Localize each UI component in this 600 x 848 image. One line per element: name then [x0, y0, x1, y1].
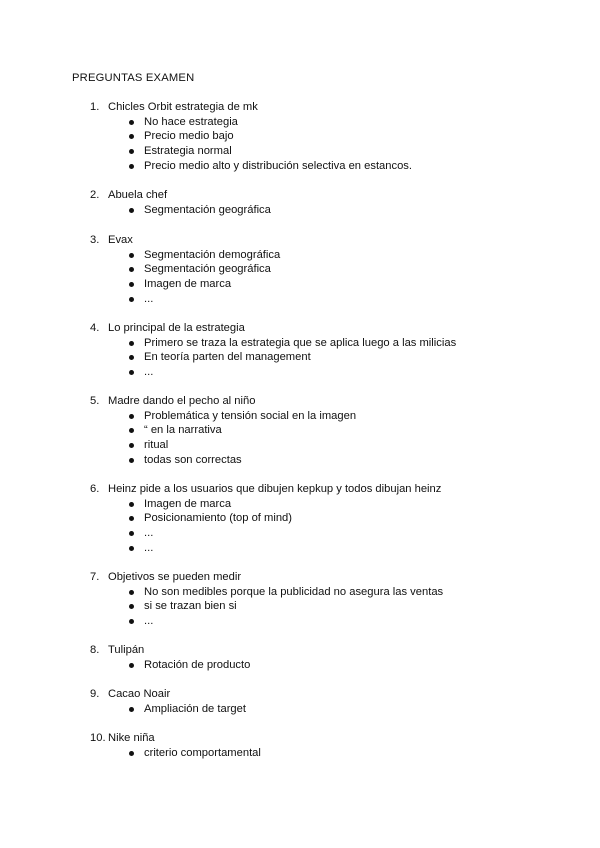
- question-4: [90, 321, 570, 380]
- list-item: [90, 585, 570, 600]
- list-item: [90, 599, 570, 614]
- bullet-icon: [129, 164, 134, 169]
- bullet-icon: [129, 414, 134, 419]
- bullet-icon: [129, 370, 134, 375]
- answer-text: ...: [144, 366, 154, 379]
- bullet-icon: [129, 297, 134, 302]
- bullet-icon: [129, 208, 134, 213]
- bullet-icon: [129, 282, 134, 287]
- question-text: Lo principal de la estrategia: [108, 322, 245, 334]
- question-number: 10.: [90, 732, 106, 744]
- answer-text: ...: [144, 541, 154, 554]
- answer-text: Rotación de producto: [144, 658, 251, 671]
- list-item: [90, 262, 570, 277]
- answer-text: criterio comportamental: [144, 746, 261, 759]
- answer-text: si se trazan bien si: [144, 600, 237, 613]
- list-item: [90, 336, 570, 351]
- list-item: [90, 277, 570, 292]
- question-number: 4.: [90, 322, 100, 334]
- list-item: [90, 526, 570, 541]
- question-number: 6.: [90, 483, 100, 495]
- question-text: Cacao Noair: [108, 688, 171, 700]
- question-number: 8.: [90, 644, 100, 656]
- question-3: [90, 233, 570, 306]
- bullet-icon: [129, 502, 134, 507]
- list-item: [90, 203, 570, 218]
- question-text: Abuela chef: [108, 189, 168, 201]
- question-text: Chicles Orbit estrategia de mk: [108, 101, 258, 113]
- bullet-icon: [129, 619, 134, 624]
- answer-text: Imagen de marca: [144, 278, 232, 291]
- question-6: [90, 482, 570, 555]
- question-number: 9.: [90, 688, 100, 700]
- answer-text: Segmentación geográfica: [144, 203, 271, 216]
- answer-text: Ampliación de target: [144, 702, 246, 715]
- question-text: Nike niña: [108, 732, 155, 744]
- list-item: [90, 115, 570, 130]
- question-number: 2.: [90, 189, 100, 201]
- answer-text: Primero se traza la estrategia que se aplica luego a las milicias: [144, 336, 457, 349]
- question-10: [90, 731, 570, 760]
- answer-text: Estrategia normal: [144, 145, 232, 158]
- answer-text: Segmentación geográfica: [144, 263, 271, 276]
- answer-text: Problemática y tensión social en la imagen: [144, 409, 357, 422]
- question-1: [90, 100, 570, 173]
- answer-text: ...: [144, 615, 154, 628]
- list-item: [90, 365, 570, 380]
- bullet-icon: [129, 604, 134, 609]
- list-item: [90, 702, 570, 717]
- bullet-icon: [129, 590, 134, 595]
- answer-text: Precio medio alto y distribución selectiva en estancos.: [144, 159, 413, 172]
- question-7: [90, 570, 570, 629]
- answer-text: ...: [144, 292, 154, 305]
- question-number: 7.: [90, 571, 100, 583]
- list-item: [90, 453, 570, 468]
- answer-text: Precio medio bajo: [144, 130, 234, 143]
- answer-text: En teoría parten del management: [144, 351, 311, 364]
- list-item: [90, 144, 570, 159]
- question-5: [90, 394, 570, 467]
- list-item: [90, 423, 570, 438]
- question-number: 5.: [90, 395, 100, 407]
- list-item: [90, 129, 570, 144]
- list-item: [90, 541, 570, 556]
- list-item: [90, 159, 570, 174]
- bullet-icon: [129, 707, 134, 712]
- bullet-icon: [129, 751, 134, 756]
- answer-text: “ en la narrativa: [144, 424, 222, 437]
- bullet-icon: [129, 134, 134, 139]
- question-text: Tulipán: [108, 644, 145, 656]
- question-text: Objetivos se pueden medir: [108, 571, 242, 583]
- list-item: [90, 658, 570, 673]
- question-number: 1.: [90, 101, 100, 113]
- list-item: [90, 350, 570, 365]
- bullet-icon: [129, 516, 134, 521]
- bullet-icon: [129, 267, 134, 272]
- answer-text: Imagen de marca: [144, 497, 232, 510]
- bullet-icon: [129, 458, 134, 463]
- list-item: [90, 746, 570, 761]
- bullet-icon: [129, 120, 134, 125]
- answer-text: No son medibles porque la publicidad no asegura las ventas: [144, 585, 444, 598]
- list-item: [90, 511, 570, 526]
- bullet-icon: [129, 443, 134, 448]
- question-text: Evax: [108, 234, 133, 246]
- page-title: PREGUNTAS EXAMEN: [72, 72, 195, 84]
- bullet-icon: [129, 546, 134, 551]
- bullet-icon: [129, 428, 134, 433]
- question-text: Heinz pide a los usuarios que dibujen kepkup y todos dibujan heinz: [108, 483, 442, 495]
- answer-text: Segmentación demográfica: [144, 248, 281, 261]
- bullet-icon: [129, 341, 134, 346]
- answer-text: No hace estrategia: [144, 115, 238, 128]
- question-text: Madre dando el pecho al niño: [108, 395, 256, 407]
- list-item: [90, 497, 570, 512]
- answer-text: ritual: [144, 439, 169, 452]
- answer-text: Posicionamiento (top of mind): [144, 512, 292, 525]
- bullet-icon: [129, 531, 134, 536]
- bullet-icon: [129, 355, 134, 360]
- list-item: [90, 614, 570, 629]
- question-2: [90, 188, 570, 217]
- bullet-icon: [129, 149, 134, 154]
- bullet-icon: [129, 663, 134, 668]
- bullet-icon: [129, 253, 134, 258]
- list-item: [90, 409, 570, 424]
- list-item: [90, 438, 570, 453]
- answer-text: ...: [144, 527, 154, 540]
- question-number: 3.: [90, 234, 100, 246]
- question-8: [90, 643, 570, 672]
- question-9: [90, 687, 570, 716]
- list-item: [90, 248, 570, 263]
- list-item: [90, 292, 570, 307]
- answer-text: todas son correctas: [144, 453, 242, 466]
